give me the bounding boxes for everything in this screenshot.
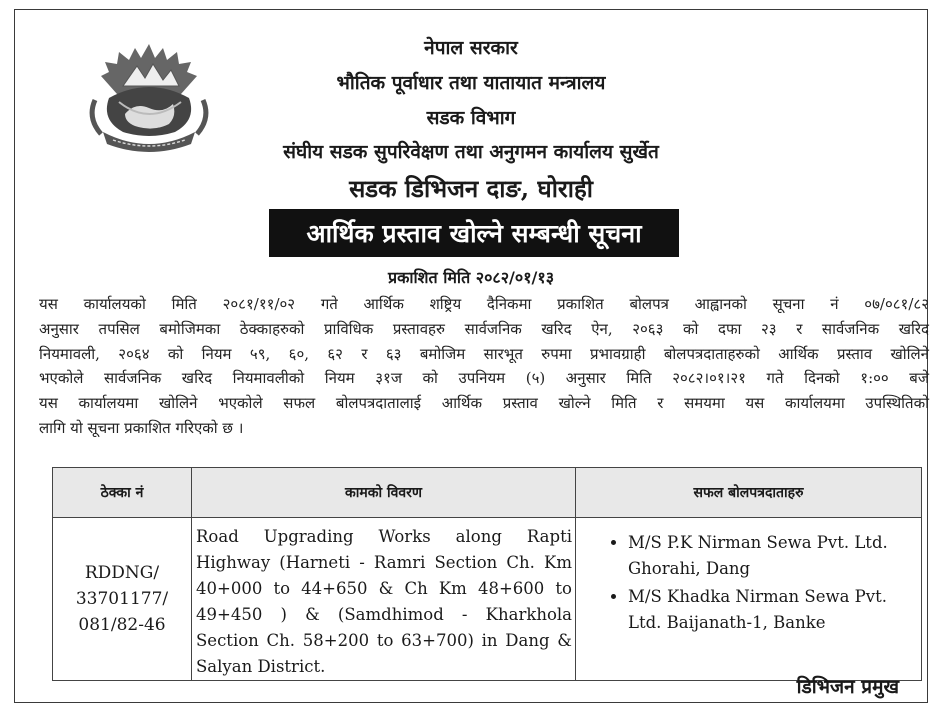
table-row xyxy=(53,518,922,681)
header-contract-no: ठेक्का नं xyxy=(53,468,192,518)
header-office: संघीय सडक सुपरिवेक्षण तथा अनुगमन कार्यालय सुर्खेत xyxy=(283,141,659,163)
notice-body xyxy=(39,292,929,441)
list-item: • M/S Khadka Nirman Sewa Pvt. Ltd. Baijanath-1, Banke xyxy=(628,584,913,636)
body-line: यस कार्यालयको मिति २०८१/११/०२ गते आर्थिक शष्ट्रिय दैनिकमा प्रकाशित बोलपत्र आह्वानको सूचना नं ०७/०८१/८२ xyxy=(39,295,929,313)
body-line: अनुसार तपसिल बमोजिमका ठेक्काहरुको प्राविधिक प्रस्तावहरु सार्वजनिक खरिद ऐन, २०६३ को दफा २३ र सार्वजनिक खरिद xyxy=(39,319,929,338)
table-header-row xyxy=(53,468,922,518)
contract-number-part: 33701177/ xyxy=(75,589,169,609)
contract-number-part: RDDNG/ xyxy=(84,563,160,583)
header-work-description: कामको विवरण xyxy=(192,468,576,518)
header-government: नेपाल सरकार xyxy=(424,37,518,59)
body-line: लागि यो सूचना प्रकाशित गरिएको छ । xyxy=(39,418,244,437)
header-ministry: भौतिक पूर्वाधार तथा यातायात मन्त्रालय xyxy=(336,72,606,94)
bidders-list xyxy=(600,530,913,636)
body-line: नियमावली, २०६४ को नियम ५९, ६०, ६२ र ६३ बमोजिम सारभूत रुपमा प्रभावग्राही बोलपत्रदाताहरुको आर्थिक प्रस्ताव खोलिने xyxy=(39,344,929,363)
contract-table xyxy=(52,467,922,681)
header-division: सडक डिभिजन दाङ, घोराही xyxy=(349,174,593,203)
contract-number-part: 081/82-46 xyxy=(78,615,166,635)
header-department: सडक विभाग xyxy=(426,107,516,129)
header-successful-bidders: सफल बोलपत्रदाताहरु xyxy=(576,468,922,518)
published-date: प्रकाशित मिति २०८२/०१/१३ xyxy=(387,268,555,287)
body-line: यस कार्यालयमा खोलिने भएकोले सफल बोलपत्रदातालाई आर्थिक प्रस्ताव खोल्ने मिति र समयमा यस कार्यालयमा उपस्थितिको xyxy=(39,394,929,413)
list-item: • M/S P.K Nirman Sewa Pvt. Ltd. Ghorahi, Dang xyxy=(628,530,913,582)
signature-division-chief: डिभिजन प्रमुख xyxy=(796,676,899,698)
notice-frame xyxy=(14,9,928,703)
bidders-cell xyxy=(576,518,922,681)
notice-title-banner: आर्थिक प्रस्ताव खोल्ने सम्बन्धी सूचना xyxy=(269,209,679,257)
work-description-cell: Road Upgrading Works along Rapti Highway (Harneti - Ramri Section Ch. Km 40+000 to 44+650 & Ch Km 48+600 to 49+450 ) & (Samdhimod - Kharkhola Section Ch. 58+200 to 63+700) in Dang & Salyan District. xyxy=(192,518,576,681)
contract-number-cell xyxy=(53,518,192,681)
body-line: भएकोले सार्वजनिक खरिद नियमावलीको नियम ३१ज को उपनियम (५) अनुसार मिति २०८२।०१।२१ गते दिनको १:०० बजे xyxy=(39,369,929,388)
